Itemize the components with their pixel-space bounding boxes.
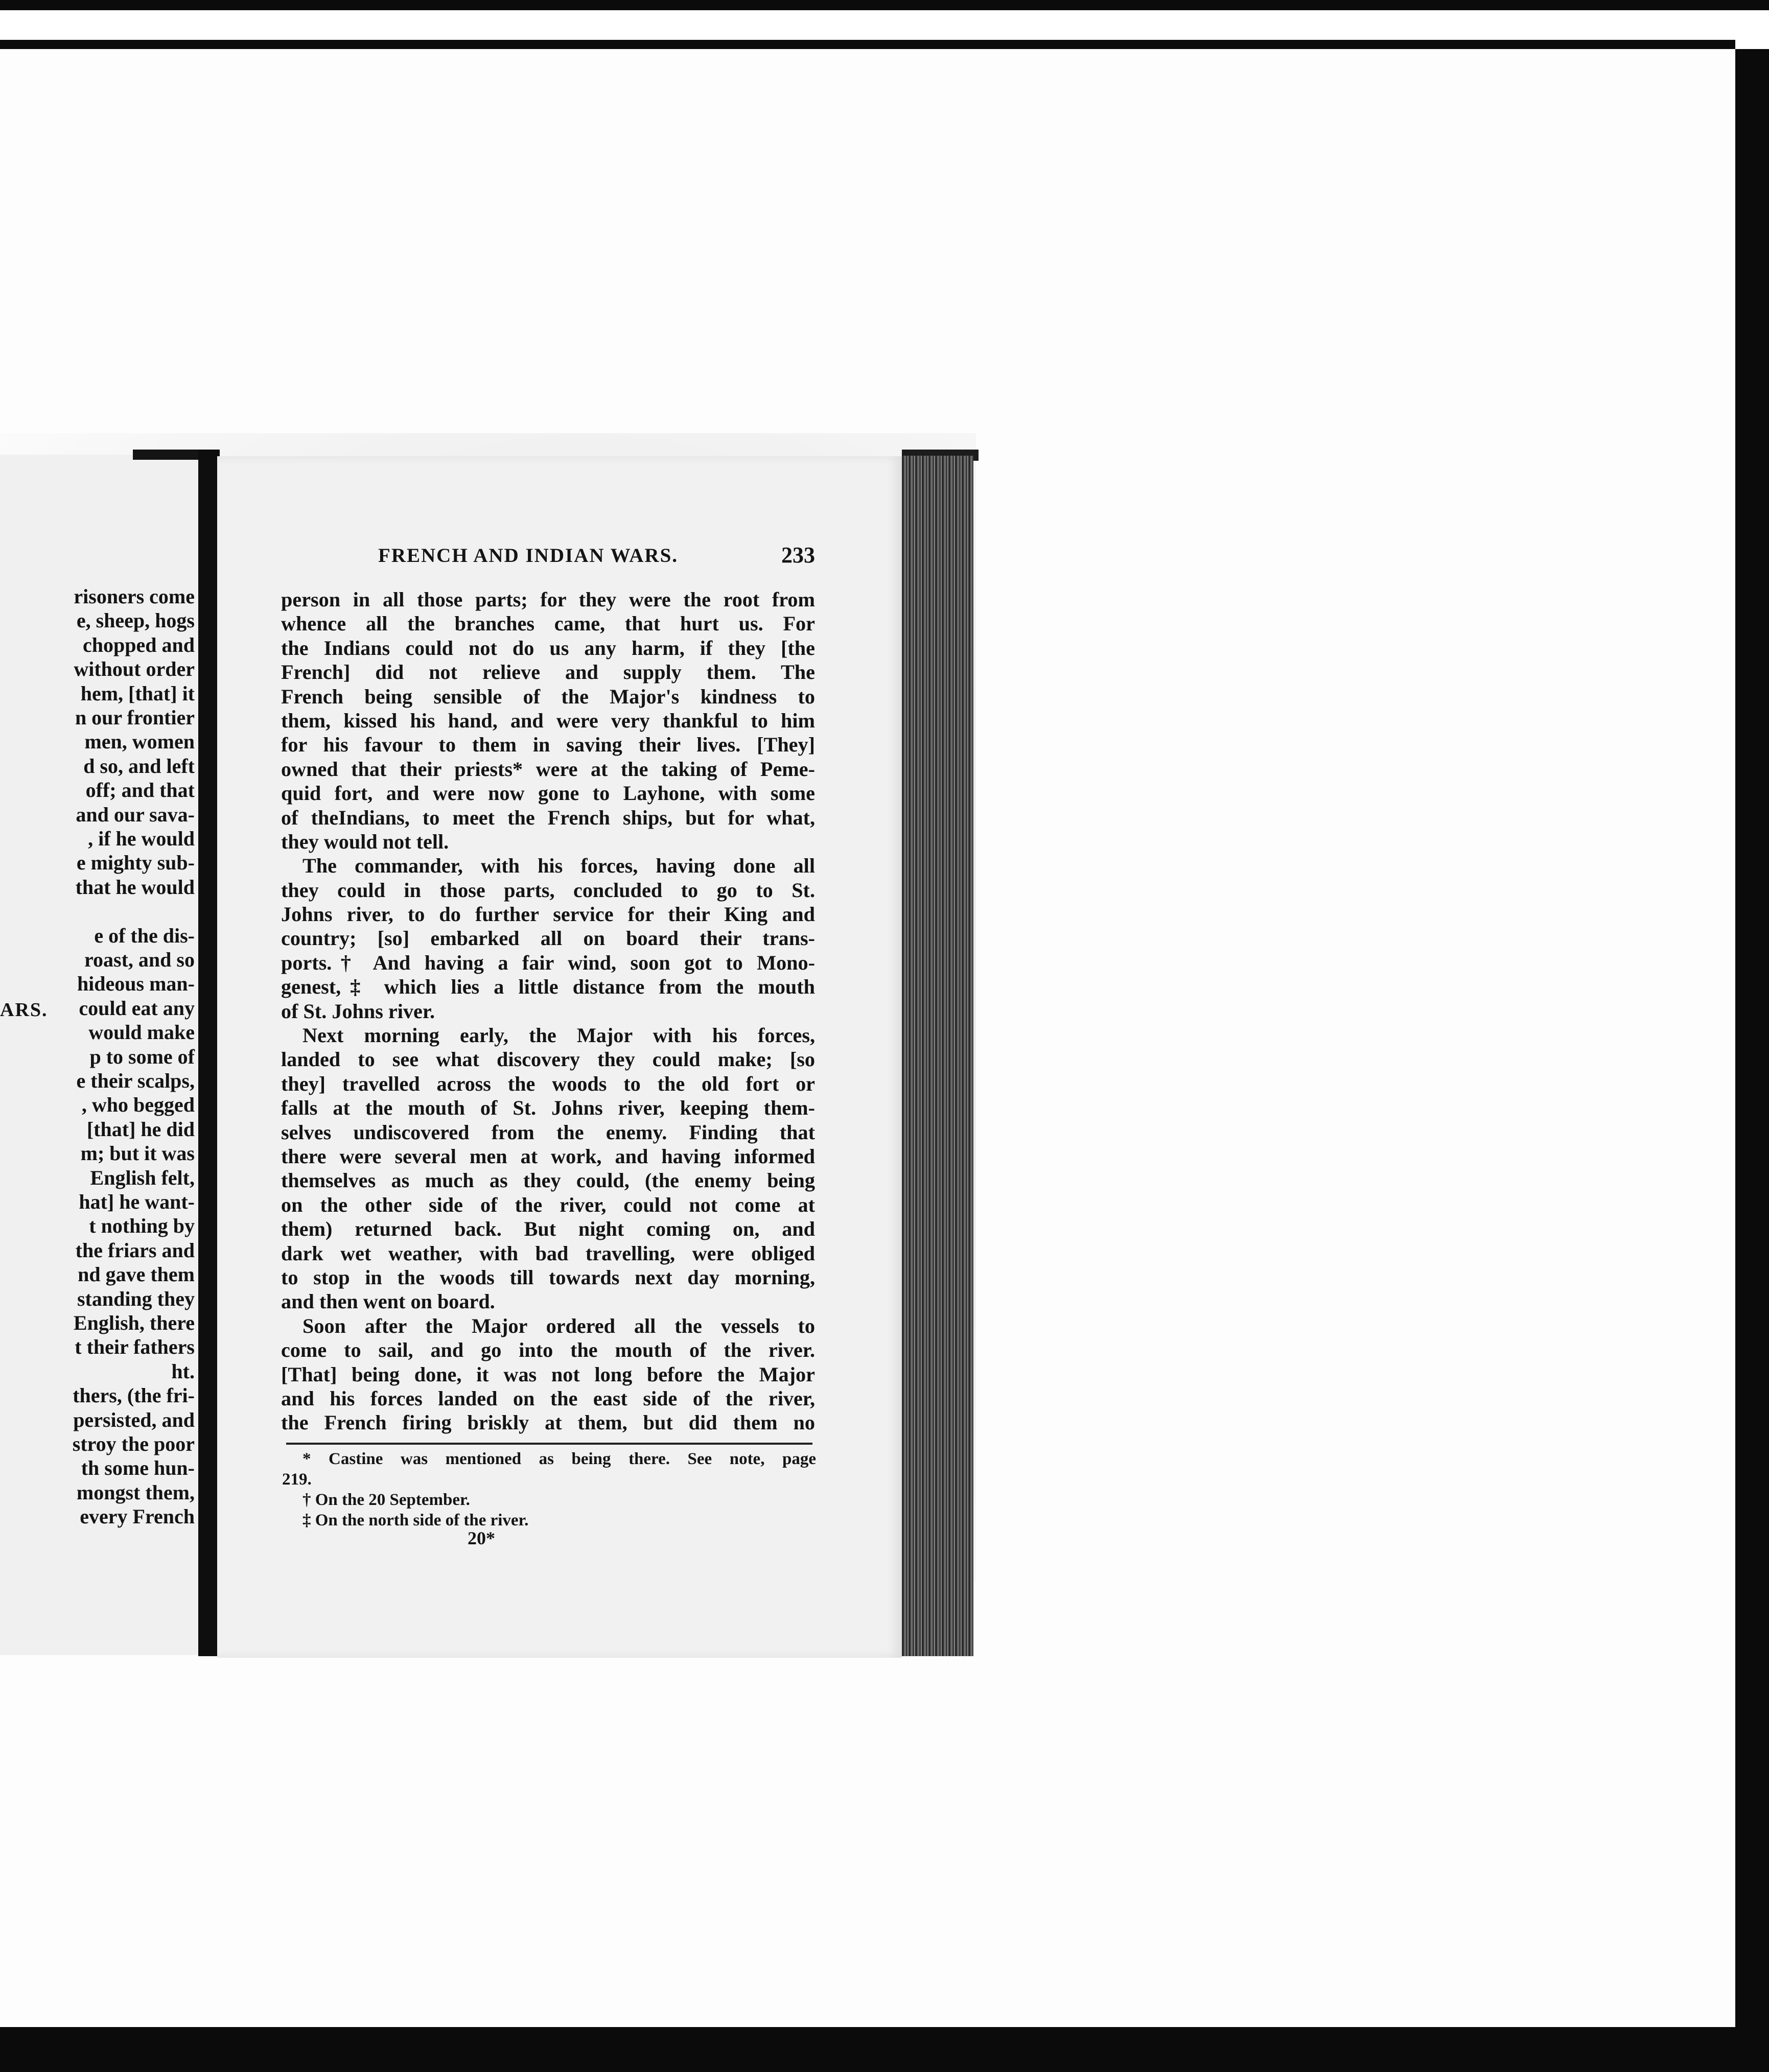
left-text-line: every French [80, 1505, 195, 1528]
left-text-line: English, there [73, 1311, 195, 1334]
text-line: Next morning early, the Major with his forces, [302, 1024, 815, 1047]
left-text-line: without order [74, 657, 195, 681]
text-line: and his forces landed on the east side of the river, [281, 1386, 815, 1410]
text-line: them, kissed his hand, and were very thankful to him [281, 709, 815, 732]
footnote-castine-cont: 219. [282, 1470, 312, 1489]
page-header [378, 544, 815, 570]
left-text-line: hem, [that] it [80, 681, 195, 705]
book-gutter [198, 450, 219, 1656]
text-line: they] travelled across the woods to the old fort or [281, 1072, 815, 1095]
running-head: FRENCH AND INDIAN WARS. [378, 545, 679, 567]
left-text-line: th some hun- [81, 1456, 195, 1480]
text-line: Johns river, to do further service for their King and [281, 903, 815, 926]
text-line: the Indians could not do us any harm, if they [the [281, 636, 815, 660]
text-line: French] did not relieve and supply them. The [281, 661, 815, 684]
left-text-line: mongst them, [76, 1480, 195, 1504]
left-text-line: roast, and so [84, 948, 195, 971]
left-text-line: hideous man- [77, 972, 195, 996]
left-text-line: [that] he did [86, 1117, 195, 1141]
text-line: The commander, with his forces, having done all [302, 854, 815, 878]
left-text-line: , if he would [88, 827, 195, 850]
footnote-castine: * Castine was mentioned as being there. See note, page [302, 1450, 816, 1468]
left-text-line: chopped and [83, 633, 195, 656]
left-text-line: n our frontier [75, 706, 195, 729]
text-line: country; [so] embarked all on board their trans- [281, 927, 815, 950]
left-text-line: standing they [77, 1287, 195, 1310]
text-line: genest,‡ which lies a little distance from the mouth [281, 975, 815, 999]
text-line: and then went on board. [281, 1290, 495, 1313]
text-line: Soon after the Major ordered all the vessels to [302, 1314, 815, 1337]
left-text-line: t their fathers [75, 1335, 195, 1359]
left-text-line: English felt, [90, 1166, 195, 1189]
left-text-line: persisted, and [73, 1408, 195, 1431]
left-text-line: m; but it was [80, 1142, 195, 1165]
left-text-line: nd gave them [78, 1263, 195, 1286]
text-line: French being sensible of the Major's kindness to [281, 685, 815, 708]
left-text-line: off; and that [85, 779, 195, 802]
text-line: them) returned back. But night coming on, and [281, 1217, 815, 1241]
text-line: whence all the branches came, that hurt us. For [281, 612, 815, 635]
left-text-line: risoners come [74, 585, 195, 608]
text-line: [That] being done, it was not long before the Major [281, 1362, 815, 1386]
text-line: they could in those parts, concluded to go to St. [281, 878, 815, 902]
left-text-line: e mighty sub- [76, 851, 195, 875]
text-line: landed to see what discovery they could make; [so [281, 1048, 815, 1071]
left-text-line: t nothing by [89, 1214, 195, 1238]
text-line: owned that their priests* were at the taking of Peme- [281, 757, 815, 781]
left-text-line: thers, (the fri- [73, 1384, 195, 1407]
left-text-line: d so, and left [83, 754, 195, 778]
text-line: falls at the mouth of St. Johns river, keeping them- [281, 1096, 815, 1120]
text-line: dark wet weather, with bad travelling, were obliged [281, 1241, 815, 1265]
left-text-line: ht. [171, 1359, 195, 1383]
left-text-line: hat] he want- [79, 1190, 195, 1213]
text-line: themselves as much as they could, (the enemy being [281, 1169, 815, 1192]
text-line: person in all those parts; for they were the root from [281, 588, 815, 611]
page-block-edges [902, 456, 973, 1656]
left-text-line: the friars and [75, 1238, 195, 1262]
text-line: to stop in the woods till towards next day morning, [281, 1265, 815, 1289]
left-text-line: men, women [84, 730, 195, 754]
footnote-date: † On the 20 September. [302, 1491, 470, 1509]
text-line: there were several men at work, and having informed [281, 1144, 815, 1168]
text-line: on the other side of the river, could not come at [281, 1193, 815, 1216]
left-text-line: e of the dis- [94, 924, 195, 947]
text-line: ports.† And having a fair wind, soon got to Mono- [281, 951, 815, 974]
page-number: 233 [781, 543, 815, 568]
text-line: of St. Johns river. [281, 999, 435, 1023]
text-line: they would not tell. [281, 830, 449, 853]
left-text-line: could eat any [79, 996, 195, 1020]
text-line: come to sail, and go into the mouth of the river. [281, 1338, 815, 1362]
scan-border-right [1735, 49, 1769, 2041]
footnote-rule [286, 1443, 812, 1445]
left-text-line: and our sava- [76, 803, 195, 826]
scan-border-bottom [0, 2027, 1769, 2072]
text-line: the French firing briskly at them, but did them no [281, 1411, 815, 1434]
left-text-line: stroy the poor [72, 1432, 195, 1455]
left-page [0, 455, 202, 1655]
signature-mark: 20* [468, 1528, 495, 1548]
text-line: for his favour to them in saving their lives. [They] [281, 733, 815, 757]
left-text-line: would make [88, 1021, 195, 1044]
footnote-north-side: ‡ On the north side of the river. [302, 1511, 529, 1529]
left-text-line: e, sheep, hogs [76, 609, 195, 632]
footnotes [282, 1449, 816, 1531]
text-line: selves undiscovered from the enemy. Finding that [281, 1120, 815, 1144]
scan-border-inner-top [0, 40, 1735, 49]
left-running-head: ARS. [0, 999, 48, 1021]
page-body [281, 587, 815, 1435]
left-text-line: that he would [75, 875, 195, 899]
left-text-line: , who begged [81, 1093, 195, 1117]
text-line: quid fort, and were now gone to Layhone, with some [281, 782, 815, 805]
text-line: of theIndians, to meet the French ships, but for what, [281, 806, 815, 829]
left-text-line: e their scalps, [76, 1069, 195, 1092]
scan-border-top [0, 0, 1769, 10]
left-text-line: p to some of [89, 1045, 195, 1068]
